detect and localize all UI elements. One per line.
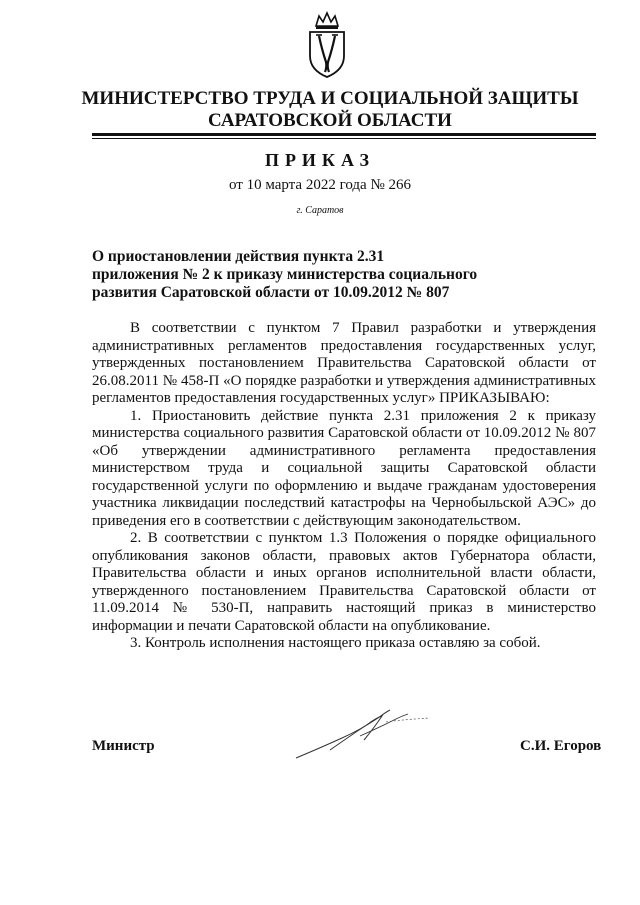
order-date-number: от 10 марта 2022 года № 266 bbox=[228, 177, 412, 193]
header-rule-thin bbox=[92, 138, 596, 139]
item-1-paragraph: 1. Приостановить действие пункта 2.31 приложения 2 к приказу министерства социального развития Саратовской области от 10.09.2012 № 807 «Об утверждении административного регламента предоставления министерством труда и социальной защиты Саратовской области государственной услуги по оформлению и выдаче гражданам удостоверения участника ликвидации последствий катастрофы на Чернобыльской АЭС» до приведения его в соответствии с действующим законодательством. bbox=[92, 407, 596, 529]
item-2-paragraph: 2. В соответствии с пунктом 1.3 Положения о порядке официального опубликования законов области, правовых актов Губернатора области, Правительства области и иных органов исполнительной власти области, утвержденного постановлением Правительства Саратовской области от 11.09.2014 № 530-П, направить настоящий приказ в министерство информации и печати Саратовской области на опубликование. bbox=[92, 530, 596, 634]
subject-line-2: приложения № 2 к приказу министерства социального bbox=[92, 266, 478, 283]
ministry-name bbox=[60, 88, 600, 132]
ministry-line-1: МИНИСТЕРСТВО ТРУДА И СОЦИАЛЬНОЙ ЗАЩИТЫ bbox=[81, 88, 579, 109]
subject-line-3: развития Саратовской области от 10.09.2012 № 807 bbox=[92, 284, 450, 301]
signer-name: С.И. Егоров bbox=[520, 738, 602, 754]
order-title: ПРИКАЗ bbox=[264, 150, 376, 170]
item-3-paragraph: 3. Контроль исполнения настоящего приказа оставляю за собой. bbox=[130, 635, 541, 651]
header-rule-thick bbox=[92, 133, 596, 136]
handwritten-signature bbox=[290, 706, 440, 766]
signer-position: Министр bbox=[92, 738, 155, 754]
ministry-line-2: САРАТОВСКОЙ ОБЛАСТИ bbox=[208, 110, 452, 131]
coat-of-arms-icon bbox=[302, 10, 352, 80]
order-city: г. Саратов bbox=[296, 205, 344, 216]
subject-line-1: О приостановлении действия пункта 2.31 bbox=[92, 248, 385, 265]
order-subject bbox=[92, 248, 532, 302]
order-body bbox=[92, 320, 596, 653]
preamble-paragraph: В соответствии с пунктом 7 Правил разработки и утверждения административных регламентов предоставления государственных услуг, утвержденных постановлением Правительства Саратовской области от 26.08.2011 № 458-П «О порядке разработки и утверждения административных регламентов предоставления государственных услуг» ПРИКАЗЫВАЮ: bbox=[92, 320, 596, 406]
